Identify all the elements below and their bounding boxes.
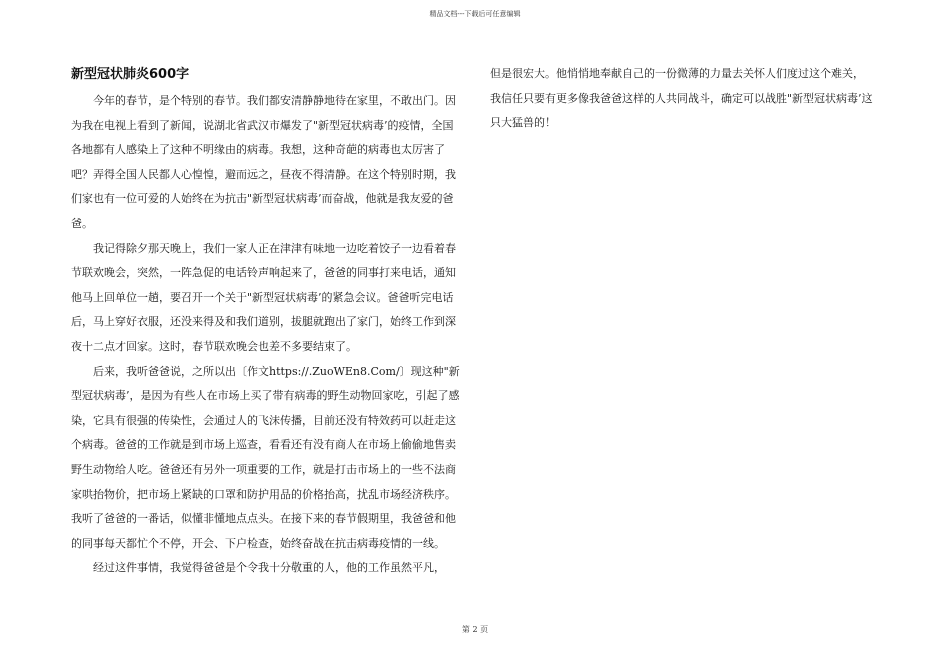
paragraph-2: 我记得除夕那天晚上，我们一家人正在津津有味地一边吃着饺子一边看着春节联欢晚会，突然，一阵急促的电话铃声响起来了，爸爸的同事打来电话，通知他马上回单位一趟，要召开一个关于"新型冠状病毒’的紧急会议。爸爸听完电话后，马上穿好衣服，还没来得及和我们道别，拔腿就跑出了家门，始终工作到深夜十二点才回家。这时，春节联欢晚会也差不多要结束了。 [71,241,456,353]
paragraph-4: 经过这件事情，我觉得爸爸是个令我十分敬重的人，他的工作虽然平凡， [93,561,445,575]
paragraph-1: 今年的春节，是个特别的春节。我们都安清静静地待在家里，不敢出门。因为我在电视上看到了新闻，说湖北省武汉市爆发了"新型冠状病毒’的疫情，全国各地都有人感染上了这种不明缘由的病毒。我想，这种奇葩的病毒也太厉害了吧？弄得全国人民都人心惶惶，避而远之，昼夜不得清静。在这个特别时期，我们家也有一位可爱的人始终在为抗击"新型冠状病毒’而奋战，他就是我友爱的爸爸。 [71,94,456,230]
page-number: 第 2 页 [461,625,489,634]
paragraph-4-continued: 但是很宏大。他悄悄地奉献自己的一份微薄的力量去关怀人们度过这个难关，我信任只要有更多像我爸爸这样的人共同战斗，确定可以战胜"新型冠状病毒’这只大猛兽的！ [490,67,873,130]
paragraph-3: 后来，我听爸爸说，之所以出〔作文https://.ZuoWEn8.Com/〕现这种"新型冠状病毒’，是因为有些人在市场上买了带有病毒的野生动物回家吃，引起了感染，它具有很强的传染性，会通过人的飞沫传播，目前还没有特效药可以赶走这个病毒。爸爸的工作就是到市场上巡查，看看还有没有商人在市场上偷偷地售卖野生动物给人吃。爸爸还有另外一项重要的工作，就是打击市场上的一些不法商家哄抬物价，把市场上紧缺的口罩和防护用品的价格抬高，扰乱市场经济秩序。我听了爸爸的一番话，似懂非懂地点点头。在接下来的春节假期里，我爸爸和他的同事每天都忙个不停，开会、下户检查，始终奋战在抗击病毒疫情的一线。 [71,364,460,550]
article-title: 新型冠状肺炎600字 [71,67,190,82]
right-column [490,62,874,136]
page-header: 精品文档---下载后可任意编辑 [429,10,521,18]
left-column [71,89,463,581]
